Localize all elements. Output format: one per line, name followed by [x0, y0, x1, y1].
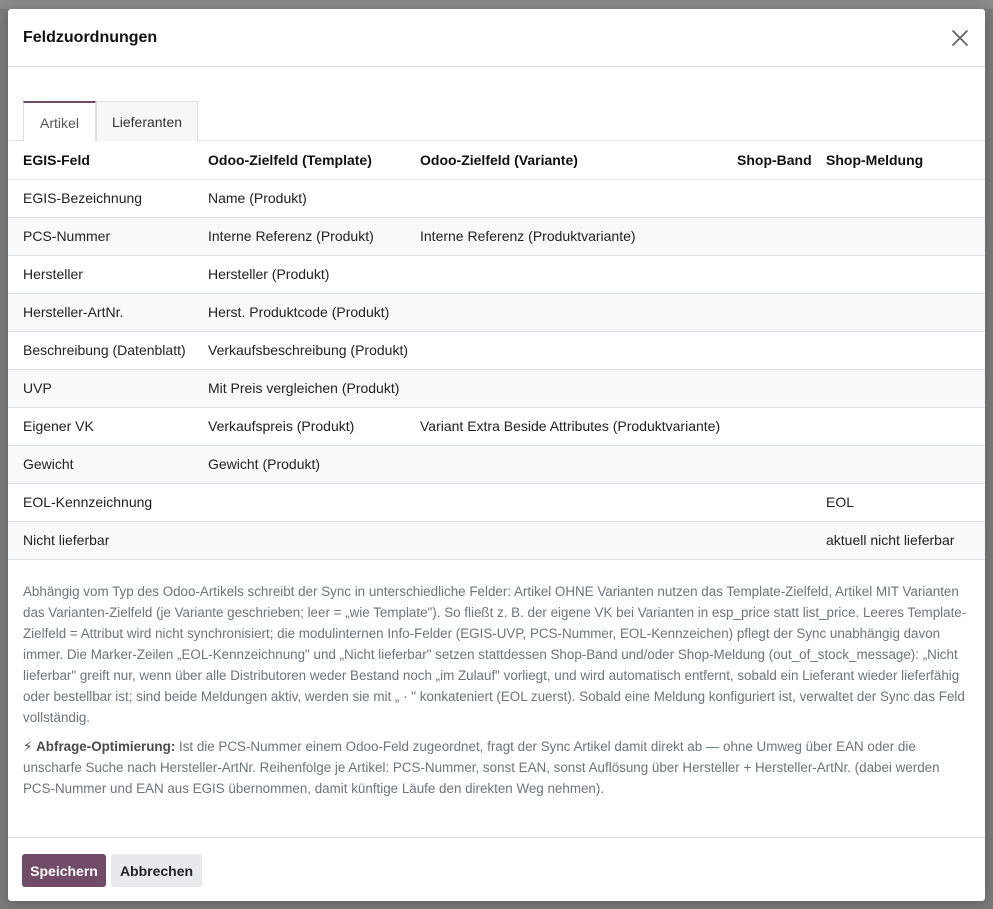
cell-shop-band[interactable]: [737, 483, 826, 521]
cell-egis-field: PCS-Nummer: [8, 217, 208, 255]
cell-shop-band[interactable]: [737, 521, 826, 559]
cell-egis-field: Gewicht: [8, 445, 208, 483]
help-paragraph-optimization: [23, 736, 973, 799]
table-row[interactable]: [8, 179, 985, 217]
column-header-shop-message: Shop-Meldung: [826, 141, 985, 179]
cell-template-target[interactable]: Verkaufspreis (Produkt): [208, 407, 420, 445]
column-header-template-target: Odoo-Zielfeld (Template): [208, 141, 420, 179]
column-header-egis-field: EGIS-Feld: [8, 141, 208, 179]
cell-variant-target[interactable]: [420, 293, 737, 331]
cell-shop-band[interactable]: [737, 369, 826, 407]
cell-egis-field: EGIS-Bezeichnung: [8, 179, 208, 217]
cell-shop-band[interactable]: [737, 255, 826, 293]
cell-shop-message[interactable]: [826, 217, 985, 255]
cell-egis-field: Hersteller-ArtNr.: [8, 293, 208, 331]
table-row[interactable]: [8, 521, 985, 559]
cell-variant-target[interactable]: [420, 179, 737, 217]
cell-variant-target[interactable]: [420, 521, 737, 559]
cell-variant-target[interactable]: Variant Extra Beside Attributes (Produktvariante): [420, 407, 737, 445]
dialog-footer: [8, 837, 985, 901]
cell-shop-message[interactable]: [826, 407, 985, 445]
cell-shop-band[interactable]: [737, 445, 826, 483]
cell-variant-target[interactable]: [420, 255, 737, 293]
lightning-icon: ⚡: [23, 739, 33, 754]
cell-shop-message[interactable]: [826, 293, 985, 331]
save-button[interactable]: Speichern: [22, 854, 106, 887]
tab-artikel[interactable]: Artikel: [23, 101, 96, 142]
table-row[interactable]: [8, 331, 985, 369]
cell-variant-target[interactable]: Interne Referenz (Produktvariante): [420, 217, 737, 255]
cell-egis-field: Nicht lieferbar: [8, 521, 208, 559]
table-row[interactable]: [8, 483, 985, 521]
cell-template-target[interactable]: Interne Referenz (Produkt): [208, 217, 420, 255]
cell-shop-message[interactable]: [826, 331, 985, 369]
dialog-header: [8, 9, 985, 67]
cell-shop-message[interactable]: [826, 255, 985, 293]
cell-shop-message[interactable]: EOL: [826, 483, 985, 521]
cell-shop-band[interactable]: [737, 407, 826, 445]
cell-egis-field: UVP: [8, 369, 208, 407]
tab-bar: [8, 101, 985, 141]
cell-shop-band[interactable]: [737, 179, 826, 217]
cell-template-target[interactable]: Hersteller (Produkt): [208, 255, 420, 293]
cell-variant-target[interactable]: [420, 331, 737, 369]
cell-template-target[interactable]: Gewicht (Produkt): [208, 445, 420, 483]
optimization-text: Ist die PCS-Nummer einem Odoo-Feld zugeordnet, fragt der Sync Artikel damit direkt ab — ohne Umweg über EAN oder die unscharfe Suche nach Hersteller-ArtNr. Reihenfolge je Artikel: PCS-Nummer, sonst EAN, sonst Auflösung über Hersteller + Hersteller-ArtNr. (dabei werden PCS-Nummer und EAN aus EGIS übernommen, damit künftige Läufe den direkten Weg nehmen).: [23, 739, 940, 796]
cancel-button[interactable]: Abbrechen: [111, 854, 202, 887]
cell-template-target[interactable]: Name (Produkt): [208, 179, 420, 217]
optimization-heading: Abfrage-Optimierung:: [36, 739, 176, 754]
cell-template-target[interactable]: [208, 521, 420, 559]
table-row[interactable]: [8, 217, 985, 255]
cell-shop-band[interactable]: [737, 331, 826, 369]
table-row[interactable]: [8, 445, 985, 483]
cell-template-target[interactable]: [208, 483, 420, 521]
cell-shop-message[interactable]: aktuell nicht lieferbar: [826, 521, 985, 559]
column-header-variant-target: Odoo-Zielfeld (Variante): [420, 141, 737, 179]
table-row[interactable]: [8, 407, 985, 445]
cell-egis-field: EOL-Kennzeichnung: [8, 483, 208, 521]
cell-template-target[interactable]: Verkaufsbeschreibung (Produkt): [208, 331, 420, 369]
cell-variant-target[interactable]: [420, 369, 737, 407]
cell-shop-message[interactable]: [826, 369, 985, 407]
table-row[interactable]: [8, 255, 985, 293]
tab-lieferanten[interactable]: Lieferanten: [96, 101, 198, 141]
table-row[interactable]: [8, 293, 985, 331]
help-text: [23, 581, 973, 807]
field-mapping-dialog: [8, 9, 985, 901]
cell-template-target[interactable]: Herst. Produktcode (Produkt): [208, 293, 420, 331]
table-header-row: [8, 141, 985, 179]
background-app: [0, 0, 993, 9]
cell-egis-field: Beschreibung (Datenblatt): [8, 331, 208, 369]
cell-variant-target[interactable]: [420, 483, 737, 521]
cell-shop-message[interactable]: [826, 179, 985, 217]
close-icon: [947, 25, 973, 51]
cell-template-target[interactable]: Mit Preis vergleichen (Produkt): [208, 369, 420, 407]
mapping-table: [8, 141, 985, 560]
table-row[interactable]: [8, 369, 985, 407]
close-button[interactable]: [947, 25, 973, 51]
cell-shop-band[interactable]: [737, 293, 826, 331]
cell-egis-field: Hersteller: [8, 255, 208, 293]
dialog-title: Feldzuordnungen: [23, 29, 158, 46]
cell-shop-message[interactable]: [826, 445, 985, 483]
cell-egis-field: Eigener VK: [8, 407, 208, 445]
cell-variant-target[interactable]: [420, 445, 737, 483]
cell-shop-band[interactable]: [737, 217, 826, 255]
column-header-shop-band: Shop-Band: [737, 141, 826, 179]
help-paragraph-sync-behavior: Abhängig vom Typ des Odoo-Artikels schreibt der Sync in unterschiedliche Felder: Artikel OHNE Varianten nutzen das Template-Zielfeld, Artikel MIT Varianten das Varianten-Zielfeld (je Variante geschrieben; leer = „wie Template"). So fließt z. B. der eigene VK bei Varianten in esp_price statt list_price. Leeres Template-Zielfeld = Attribut wird nicht synchronisiert; die modulinternen Info-Felder (EGIS-UVP, PCS-Nummer, EOL-Kennzeichen) pflegt der Sync unabhängig davon immer. Die Marker-Zeilen „EOL-Kennzeichnung" und „Nicht lieferbar" setzen stattdessen Shop-Band und/oder Shop-Meldung (out_of_stock_message): „Nicht lieferbar" greift nur, wenn über alle Distributoren weder Bestand noch „im Zulauf" vorliegt, und wird automatisch entfernt, sobald ein Lieferant wieder lieferfähig oder bestellbar ist; sind beide Meldungen aktiv, werden sie mit „ · " konkateniert (EOL zuerst). Sobald eine Meldung konfiguriert ist, verwaltet der Sync das Feld vollständig.: [23, 584, 967, 725]
